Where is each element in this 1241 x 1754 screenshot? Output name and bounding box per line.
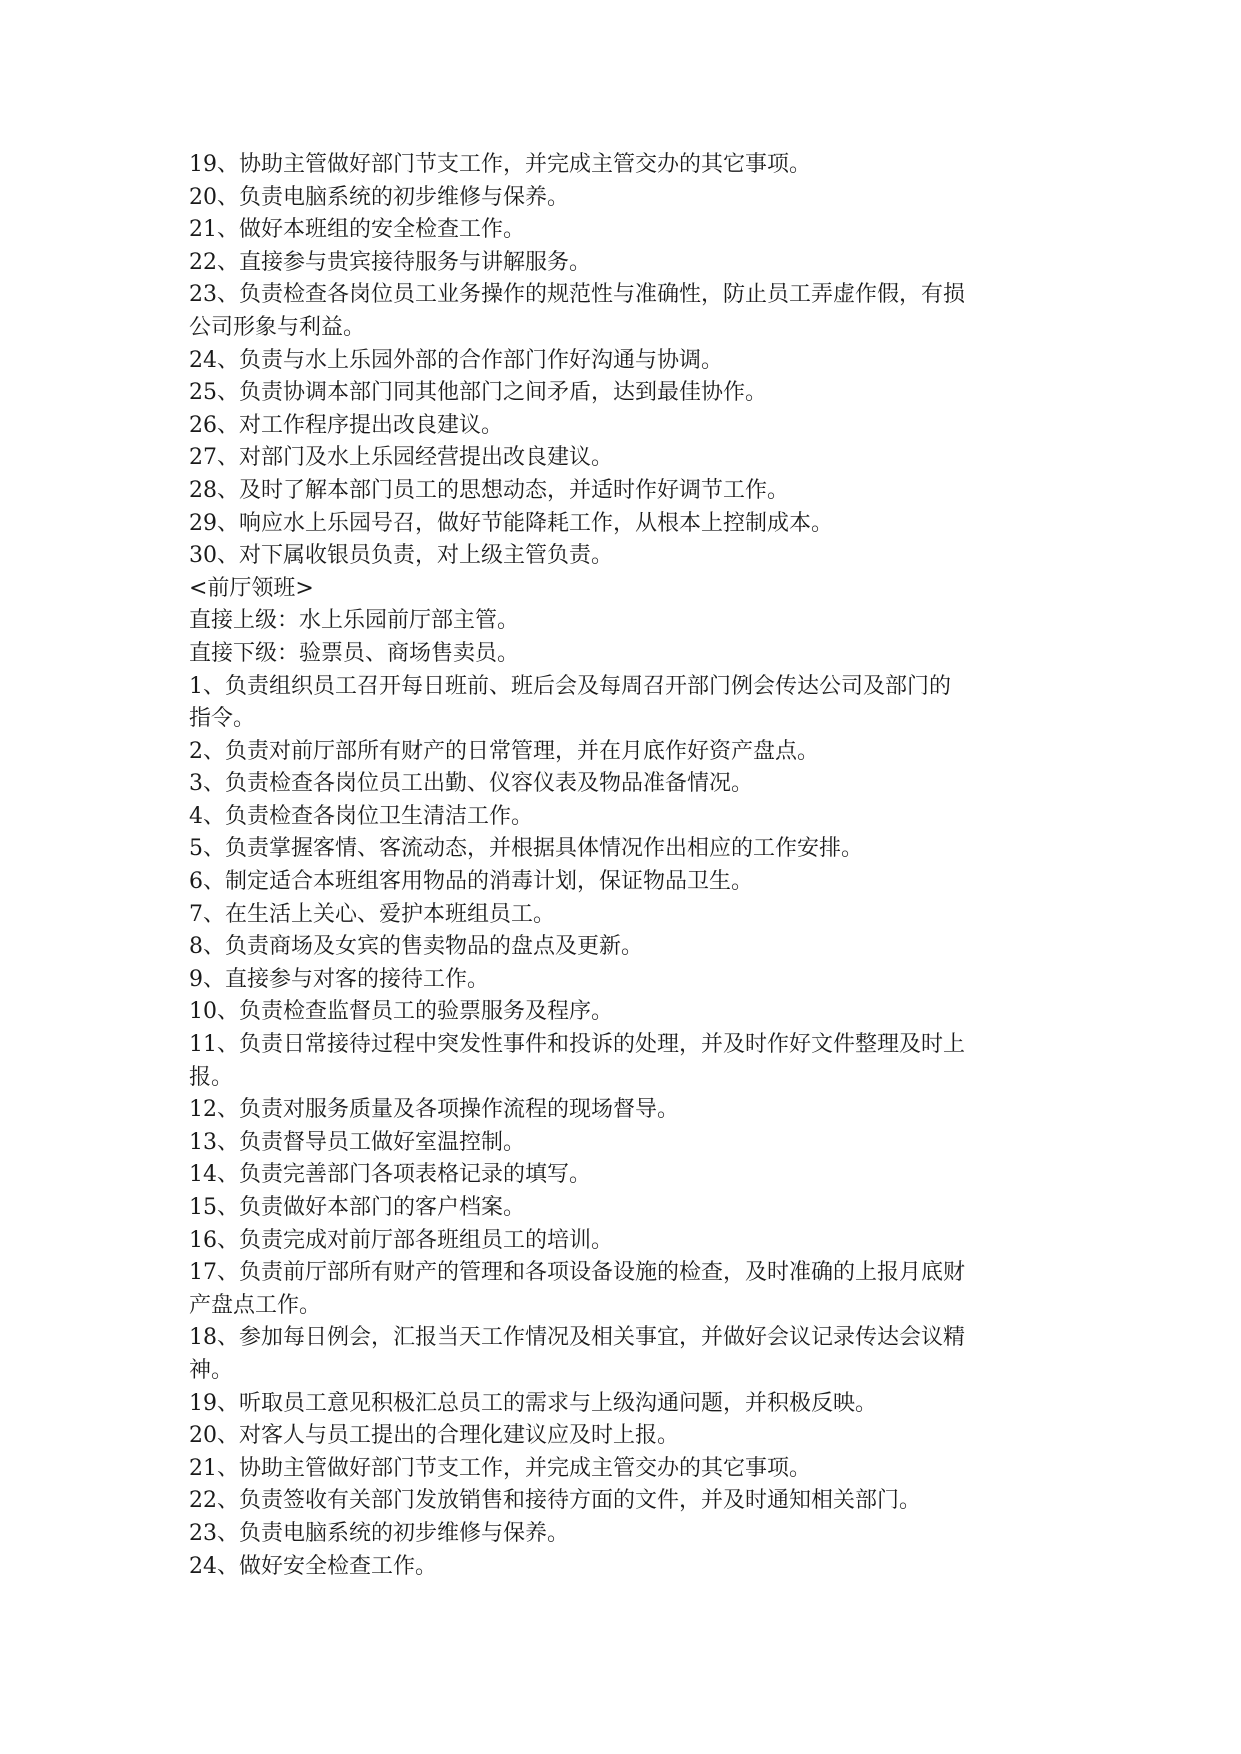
text-line: 23、负责检查各岗位员工业务操作的规范性与准确性，防止员工弄虚作假，有损 <box>189 282 965 308</box>
text-line: 公司形象与利益。 <box>189 314 366 340</box>
text-line: 直接上级：水上乐园前厅部主管。 <box>189 608 520 634</box>
text-line: 19、协助主管做好部门节支工作，并完成主管交办的其它事项。 <box>189 152 811 177</box>
section-heading: <前厅领班> <box>189 575 314 601</box>
text-line: 4、负责检查各岗位卫生清洁工作。 <box>189 803 533 829</box>
text-line: 10、负责检查监督员工的验票服务及程序。 <box>189 999 613 1025</box>
text-line: 6、制定适合本班组客用物品的消毒计划，保证物品卫生。 <box>189 869 753 895</box>
text-line: 14、负责完善部门各项表格记录的填写。 <box>189 1162 591 1188</box>
text-line: 22、直接参与贵宾接待服务与讲解服务。 <box>189 249 591 275</box>
text-line: 22、负责签收有关部门发放销售和接待方面的文件，并及时通知相关部门。 <box>189 1488 921 1514</box>
text-line: 16、负责完成对前厅部各班组员工的培训。 <box>189 1227 613 1253</box>
text-line: 11、负责日常接待过程中突发性事件和投诉的处理，并及时作好文件整理及时上 <box>189 1032 965 1058</box>
text-line: 28、及时了解本部门员工的思想动态，并适时作好调节工作。 <box>189 477 789 503</box>
text-line: 13、负责督导员工做好室温控制。 <box>189 1129 525 1155</box>
text-line: 30、对下属收银员负责，对上级主管负责。 <box>189 543 613 569</box>
text-line: 8、负责商场及女宾的售卖物品的盘点及更新。 <box>189 934 643 960</box>
text-line: 26、对工作程序提出改良建议。 <box>189 412 503 438</box>
text-line: 21、做好本班组的安全检查工作。 <box>189 217 525 243</box>
text-line: 1、负责组织员工召开每日班前、班后会及每周召开部门例会传达公司及部门的 <box>189 673 951 699</box>
text-line: 20、对客人与员工提出的合理化建议应及时上报。 <box>189 1423 679 1449</box>
text-line: 24、负责与水上乐园外部的合作部门作好沟通与协调。 <box>189 347 723 373</box>
text-line: 3、负责检查各岗位员工出勤、仪容仪表及物品准备情况。 <box>189 771 753 797</box>
text-line: 27、对部门及水上乐园经营提出改良建议。 <box>189 445 613 471</box>
text-line: 24、做好安全检查工作。 <box>189 1553 437 1579</box>
text-line: 19、听取员工意见积极汇总员工的需求与上级沟通问题，并积极反映。 <box>189 1390 877 1416</box>
text-line: 23、负责电脑系统的初步维修与保养。 <box>189 1520 569 1546</box>
text-line: 指令。 <box>189 706 256 732</box>
text-line: 18、参加每日例会，汇报当天工作情况及相关事宜，并做好会议记录传达会议精 <box>189 1325 965 1351</box>
text-line: 25、负责协调本部门同其他部门之间矛盾，达到最佳协作。 <box>189 380 767 406</box>
text-line: 报。 <box>189 1064 234 1090</box>
text-line: 直接下级：验票员、商场售卖员。 <box>189 640 520 666</box>
text-line: 5、负责掌握客情、客流动态，并根据具体情况作出相应的工作安排。 <box>189 836 863 862</box>
text-line: 2、负责对前厅部所有财产的日常管理，并在月底作好资产盘点。 <box>189 738 819 764</box>
text-line: 7、在生活上关心、爱护本班组员工。 <box>189 901 555 927</box>
text-line: 产盘点工作。 <box>189 1292 322 1318</box>
text-line: 神。 <box>189 1357 234 1383</box>
text-line: 17、负责前厅部所有财产的管理和各项设备设施的检查，及时准确的上报月底财 <box>189 1260 965 1286</box>
text-line: 15、负责做好本部门的客户档案。 <box>189 1195 525 1220</box>
document-body <box>189 149 1059 1583</box>
text-line: 9、直接参与对客的接待工作。 <box>189 966 489 992</box>
text-line: 20、负责电脑系统的初步维修与保养。 <box>189 184 569 210</box>
text-line: 29、响应水上乐园号召，做好节能降耗工作，从根本上控制成本。 <box>189 510 833 536</box>
text-line: 12、负责对服务质量及各项操作流程的现场督导。 <box>189 1097 679 1123</box>
text-line: 21、协助主管做好部门节支工作，并完成主管交办的其它事项。 <box>189 1455 811 1481</box>
